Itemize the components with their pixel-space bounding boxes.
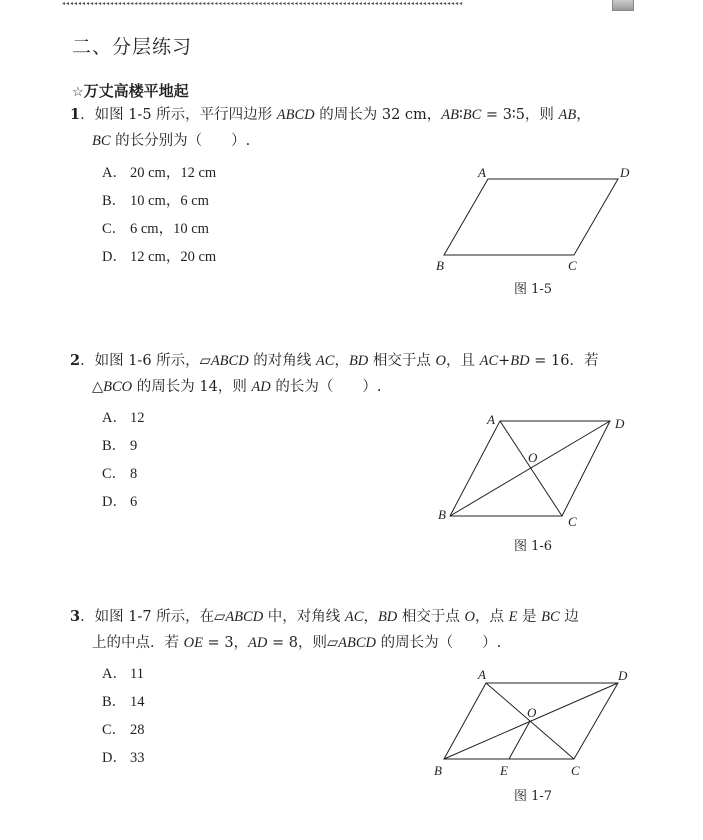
point-label-e: E [500,763,508,778]
option-c[interactable] [102,460,145,488]
option-text: 6 [130,494,138,510]
question-number: 3 [70,608,81,625]
option-label: D． [102,494,127,510]
point-label-b: B [436,258,444,273]
subsection-heading [72,80,189,101]
question-text-line2: 上的中点．若 OE = 3，AD = 8，则▱ABCD 的周长为（ ）. [92,635,502,651]
option-b[interactable] [102,432,145,460]
option-b[interactable] [102,187,216,215]
question-2-options [102,404,145,516]
diagonal-bd [444,683,618,759]
option-label: C． [102,722,127,738]
point-label-a: A [487,412,495,427]
option-c[interactable] [102,716,145,744]
option-c[interactable] [102,215,216,243]
point-label-c: C [571,763,580,778]
point-label-a: A [478,165,486,180]
option-label: A． [102,666,127,682]
question-text-line2: BC 的长分别为（ ）. [92,133,251,149]
subsection-title: 万丈高楼平地起 [83,82,189,100]
point-label-o: O [528,450,538,465]
book-icon [612,0,634,11]
option-label: A． [102,165,127,181]
question-3 [70,604,650,656]
option-a[interactable] [102,660,145,688]
option-text: 8 [130,466,138,482]
option-a[interactable] [102,404,145,432]
question-1 [70,102,650,154]
figure-caption: 图 1-7 [514,789,553,804]
parallelogram-abcd [444,179,618,255]
question-text-line2: △BCO 的周长为 14，则 AD 的长为（ ）. [92,379,382,395]
option-d[interactable] [102,243,216,271]
point-label-d: D [620,165,630,180]
question-text-line1: ．如图 1-7 所示，在▱ABCD 中，对角线 AC，BD 相交于点 O，点 E 是 BC 边 [80,609,579,625]
section-title: 二、分层练习 [72,36,193,58]
option-label: D． [102,750,127,766]
point-label-d: D [615,416,625,431]
question-text-line1: ．如图 1-5 所示，平行四边形 ABCD 的周长为 32 cm，AB∶BC = 3∶5，则 AB， [80,107,591,123]
option-label: C． [102,221,127,237]
option-label: B． [102,438,127,454]
question-2 [70,348,650,400]
figure-1-7 [420,660,650,790]
option-text: 9 [130,438,138,454]
option-text: 10 cm，6 cm [130,193,209,209]
option-text: 20 cm，12 cm [130,165,217,181]
option-text: 12 cm，20 cm [130,249,217,265]
question-text-line1: ．如图 1-6 所示，▱ABCD 的对角线 AC，BD 相交于点 O，且 AC+BD = 16．若 [80,353,599,369]
question-3-options [102,660,145,772]
point-label-a: A [478,667,486,682]
question-number: 1 [70,106,81,123]
point-label-o: O [527,705,537,720]
figure-caption: 图 1-5 [514,282,553,297]
option-text: 11 [130,666,144,682]
question-1-options [102,159,216,271]
point-label-c: C [568,514,577,529]
question-number: 2 [70,352,81,369]
header-decoration: ◂◂◂◂◂◂◂◂◂◂◂◂◂◂◂◂◂◂◂◂◂◂◂◂◂◂◂◂◂◂◂◂◂◂◂◂◂◂◂◂◂◂◂◂◂◂◂◂◂◂◂◂◂◂◂◂◂◂◂◂◂◂◂◂◂◂◂◂◂◂◂◂◂◂◂◂◂◂◂◂◂◂◂◂◂◂◂◂◂◂◂◂◂◂◂◂◂◂◂◂ [62,0,464,7]
option-text: 28 [130,722,145,738]
option-label: B． [102,193,127,209]
figure-1-6 [420,400,650,530]
point-label-d: D [618,668,628,683]
option-label: A． [102,410,127,426]
star-icon: ☆ [72,85,84,100]
diagonal-ac [500,421,562,516]
option-label: B． [102,694,127,710]
point-label-b: B [438,507,446,522]
option-label: C． [102,466,127,482]
option-text: 14 [130,694,145,710]
option-b[interactable] [102,688,145,716]
option-d[interactable] [102,488,145,516]
figure-caption: 图 1-6 [514,539,553,554]
point-label-c: C [568,258,577,273]
option-d[interactable] [102,744,145,772]
point-label-b: B [434,763,442,778]
option-text: 12 [130,410,145,426]
option-text: 6 cm，10 cm [130,221,209,237]
option-label: D． [102,249,127,265]
option-a[interactable] [102,159,216,187]
option-text: 33 [130,750,145,766]
figure-1-5 [420,155,650,285]
segment-oe [509,721,530,759]
